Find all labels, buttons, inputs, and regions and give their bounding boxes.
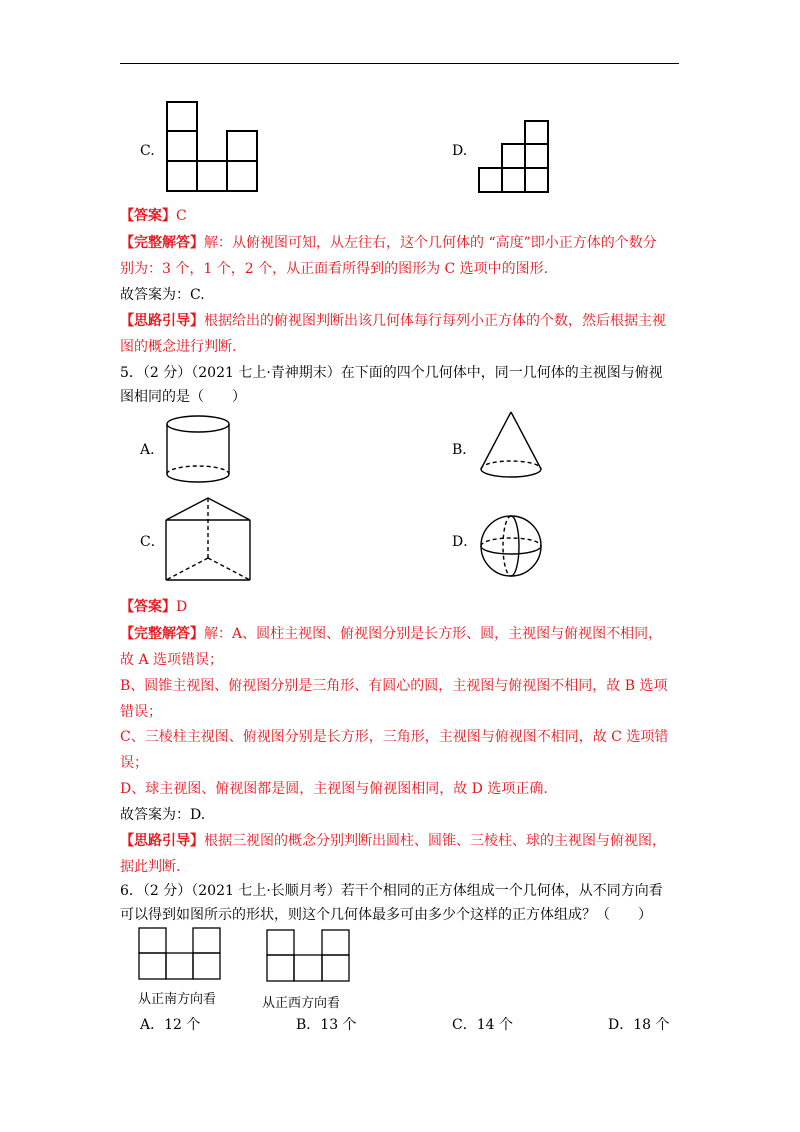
q5-solution-line7: D、球主视图、俯视图都是圆，主视图与俯视图相同，故 D 选项正确. bbox=[120, 781, 548, 797]
q4-answer bbox=[120, 206, 187, 226]
q5-guide-line1 bbox=[120, 831, 666, 851]
q4-solution-line1 bbox=[120, 233, 657, 253]
q5-guide-line2: 据此判断. bbox=[120, 859, 181, 875]
q4-answer-value: C bbox=[176, 208, 187, 224]
west-view-caption: 从正西方向看 bbox=[262, 996, 341, 1011]
q5-guide-text1: 根据三视图的概念分别判断出圆柱、圆锥、三棱柱、球的主视图与俯视图， bbox=[204, 833, 666, 849]
q5-stem-line2: 图相同的是（ ） bbox=[120, 389, 246, 405]
q4-option-c-figure bbox=[166, 100, 260, 194]
q5-answer-label: 【答案】 bbox=[120, 599, 176, 615]
q4-final-answer: 故答案为：C. bbox=[120, 287, 205, 303]
q5-solution-line2: 故 A 选项错误； bbox=[120, 652, 224, 668]
q4-guide-label: 【思路引导】 bbox=[120, 313, 204, 329]
q5-solution-text1: 解：A、圆柱主视图、俯视图分别是长方形、圆，主视图与俯视图不相同， bbox=[204, 626, 663, 642]
q5-solution-line5: C、三棱柱主视图、俯视图分别是长方形，三角形，主视图与俯视图不相同，故 C 选项错 bbox=[120, 729, 669, 745]
q4-solution-label: 【完整解答】 bbox=[120, 235, 204, 251]
q5-stem-line1: 5．（2 分）（2021 七上·青神期末）在下面的四个几何体中，同一几何体的主视图与俯视 bbox=[120, 365, 663, 381]
triangular-prism-figure bbox=[164, 496, 254, 584]
cone-figure bbox=[478, 410, 548, 486]
south-view-caption: 从正南方向看 bbox=[138, 992, 217, 1007]
q5-option-d-label: D． bbox=[452, 534, 478, 550]
q6-stem-line2: 可以得到如图所示的形状，则这个几何体最多可由多少个这样的正方体组成？（ ） bbox=[120, 907, 652, 923]
q5-option-a-label: A． bbox=[140, 442, 165, 458]
q4-guide-line2: 图的概念进行判断. bbox=[120, 339, 237, 355]
q4-solution-line2: 别为：3 个，1 个，2 个，从正面看所得到的图形为 C 选项中的图形. bbox=[120, 261, 549, 277]
q5-guide-label: 【思路引导】 bbox=[120, 833, 204, 849]
q4-guide-text1: 根据给出的俯视图判断出该几何体每行每列小正方体的个数，然后根据主视 bbox=[204, 313, 666, 329]
q4-option-d-label: D. bbox=[452, 143, 468, 159]
q5-solution-line6: 误； bbox=[120, 755, 148, 771]
q4-option-c-label: C. bbox=[140, 143, 155, 159]
q4-guide-line1 bbox=[120, 311, 666, 331]
q5-answer bbox=[120, 597, 187, 617]
cylinder-figure bbox=[164, 414, 234, 486]
q5-option-c-label: C． bbox=[140, 534, 165, 550]
q6-option-b: B．13 个 bbox=[296, 1017, 357, 1033]
west-view-figure bbox=[266, 927, 352, 985]
q5-solution-line1 bbox=[120, 624, 662, 644]
q5-solution-line4: 错误； bbox=[120, 704, 162, 720]
q4-answer-label: 【答案】 bbox=[120, 208, 176, 224]
q6-option-d: D．18 个 bbox=[608, 1017, 670, 1033]
south-view-figure bbox=[138, 925, 222, 983]
q5-answer-value: D bbox=[176, 599, 188, 615]
q4-option-d-figure bbox=[478, 120, 550, 194]
q5-final-answer: 故答案为：D. bbox=[120, 807, 206, 823]
sphere-figure bbox=[478, 513, 544, 579]
q5-solution-label: 【完整解答】 bbox=[120, 626, 204, 642]
q6-stem-line1: 6．（2 分）（2021 七上·长顺月考）若干个相同的正方体组成一个几何体，从不同方向看 bbox=[120, 883, 663, 899]
q4-solution-text1: 解：从俯视图可知，从左往右，这个几何体的 “高度”即小正方体的个数分 bbox=[204, 235, 657, 251]
q5-solution-line3: B、圆锥主视图、俯视图分别是三角形、有圆心的圆，主视图与俯视图不相同，故 B 选项 bbox=[120, 678, 668, 694]
q6-option-c: C．14 个 bbox=[452, 1017, 513, 1033]
q6-option-a: A．12 个 bbox=[140, 1017, 201, 1033]
header-rule bbox=[120, 63, 679, 64]
q5-option-b-label: B． bbox=[452, 442, 477, 458]
